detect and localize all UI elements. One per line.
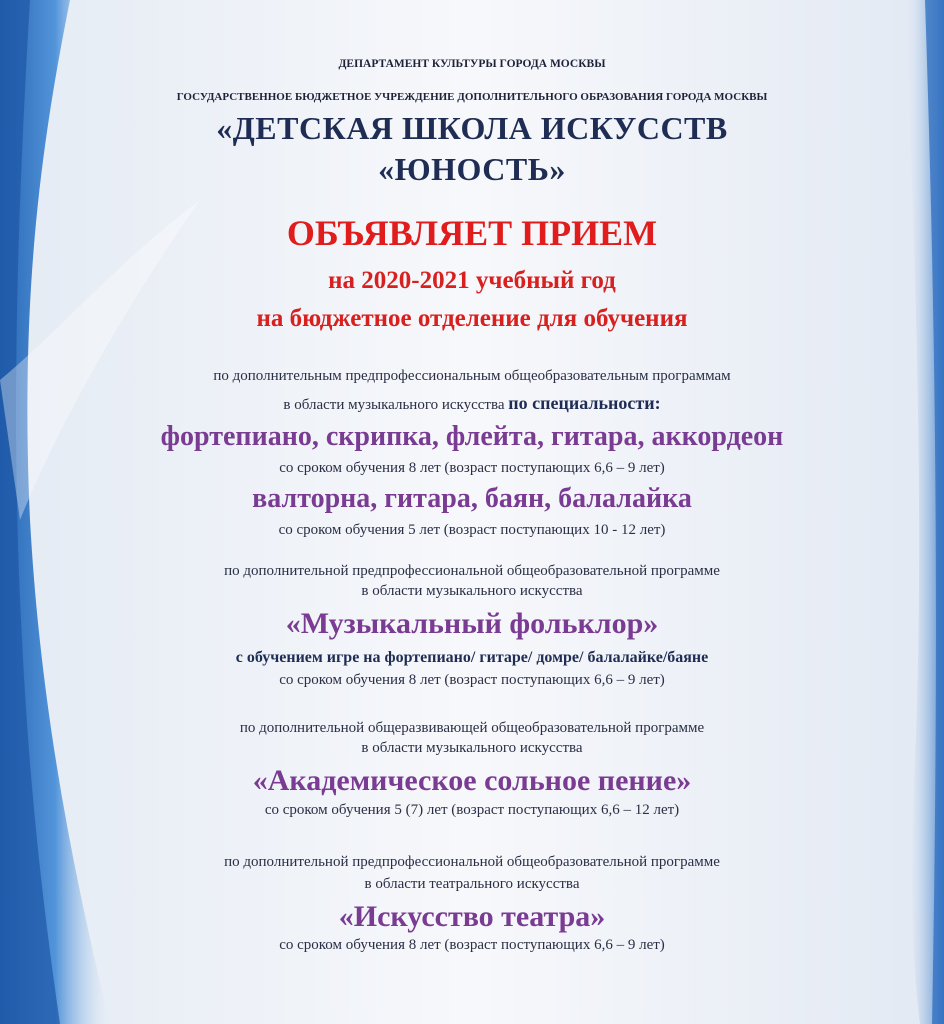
institution-name: ГОСУДАРСТВЕННОЕ БЮДЖЕТНОЕ УЧРЕЖДЕНИЕ ДОПОЛНИТЕЛЬНОГО ОБРАЗОВАНИЯ ГОРОДА МОСКВЫ [176, 91, 768, 103]
section1-area-text: в области музыкального искусства [283, 397, 509, 413]
section1-intro: по дополнительным предпрофессиональным общеобразовательным программам [213, 368, 731, 384]
specialties-list-a: фортепиано, скрипка, флейта, гитара, аккордеон [160, 421, 784, 452]
school-name-line2: «ЮНОСТЬ» [378, 151, 566, 187]
program-theatre: «Искусство театра» [338, 900, 606, 933]
program-folklore: «Музыкальный фольклор» [285, 607, 659, 640]
section2-area: в области музыкального искусства [361, 583, 583, 599]
term-b: со сроком обучения 5 лет (возраст поступающих 10 - 12 лет) [278, 522, 666, 538]
section4-intro: по дополнительной предпрофессиональной общеобразовательной программе [224, 854, 720, 870]
budget-department: на бюджетное отделение для обучения [256, 305, 688, 332]
program-academic-singing: «Академическое сольное пение» [252, 764, 692, 797]
singing-term: со сроком обучения 5 (7) лет (возраст поступающих 6,6 – 12 лет) [264, 802, 680, 818]
academic-year: на 2020-2021 учебный год [328, 267, 616, 294]
section3-area: в области музыкального искусства [361, 740, 583, 756]
specialties-list-b: валторна, гитара, баян, балалайка [252, 483, 692, 514]
department-name: ДЕПАРТАМЕНТ КУЛЬТУРЫ ГОРОДА МОСКВЫ [338, 58, 606, 70]
folklore-term: со сроком обучения 8 лет (возраст поступающих 6,6 – 9 лет) [279, 672, 665, 688]
folklore-instruments: с обучением игре на фортепиано/ гитаре/ домре/ балалайке/баяне [235, 649, 709, 666]
section3-intro: по дополнительной общеразвивающей общеобразовательной программе [239, 720, 705, 736]
announcement-title: ОБЪЯВЛЯЕТ ПРИЕМ [286, 213, 658, 253]
section2-intro: по дополнительной предпрофессиональной общеобразовательной программе [224, 563, 720, 579]
section1-area [0, 393, 944, 414]
section1-specialty-label: по специальности: [508, 393, 661, 413]
school-name-line1: «ДЕТСКАЯ ШКОЛА ИСКУССТВ [216, 110, 728, 146]
section4-area: в области театрального искусства [364, 876, 580, 892]
term-a: со сроком обучения 8 лет (возраст поступающих 6,6 – 9 лет) [279, 460, 665, 476]
theatre-term: со сроком обучения 8 лет (возраст поступающих 6,6 – 9 лет) [279, 937, 665, 953]
